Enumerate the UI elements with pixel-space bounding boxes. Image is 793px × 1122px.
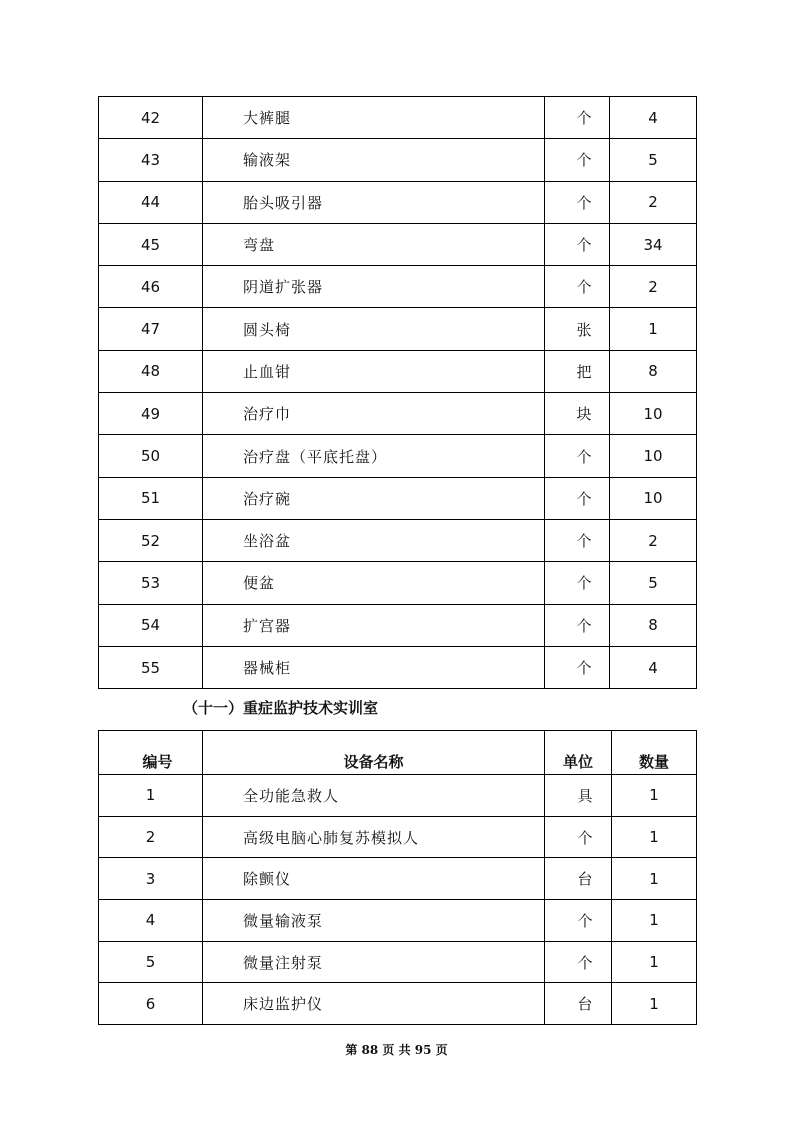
cell-name: 微量输液泵 (203, 900, 545, 942)
cell-no: 4 (99, 900, 203, 942)
icu-equipment-table (98, 730, 697, 1025)
cell-name: 坐浴盆 (203, 519, 545, 561)
cell-qty: 2 (610, 519, 697, 561)
cell-name: 治疗盘（平底托盘） (203, 435, 545, 477)
cell-no: 2 (99, 816, 203, 858)
page-footer: 第 88 页 共 95 页 (345, 1043, 448, 1057)
table-row (99, 266, 697, 308)
equipment-table-continued (98, 96, 697, 689)
cell-unit: 个 (545, 816, 612, 858)
table-row (99, 941, 697, 983)
cell-name: 大裤腿 (203, 97, 545, 139)
cell-name: 胎头吸引器 (203, 181, 545, 223)
cell-qty: 1 (612, 858, 697, 900)
table-row (99, 477, 697, 519)
cell-qty: 8 (610, 604, 697, 646)
table-row (99, 562, 697, 604)
cell-no: 47 (99, 308, 203, 350)
cell-name: 治疗碗 (203, 477, 545, 519)
cell-no: 5 (99, 941, 203, 983)
cell-unit: 个 (545, 562, 610, 604)
cell-qty: 10 (610, 435, 697, 477)
cell-no: 55 (99, 646, 203, 688)
cell-qty: 10 (610, 393, 697, 435)
cell-no: 53 (99, 562, 203, 604)
cell-no: 3 (99, 858, 203, 900)
cell-qty: 1 (612, 941, 697, 983)
cell-no: 52 (99, 519, 203, 561)
cell-unit: 个 (545, 941, 612, 983)
cell-qty: 1 (612, 900, 697, 942)
cell-qty: 2 (610, 266, 697, 308)
cell-unit: 个 (545, 181, 610, 223)
cell-qty: 5 (610, 139, 697, 181)
cell-qty: 5 (610, 562, 697, 604)
table-row (99, 604, 697, 646)
cell-name: 止血钳 (203, 350, 545, 392)
cell-no: 1 (99, 775, 203, 817)
cell-no: 45 (99, 223, 203, 265)
cell-unit: 张 (545, 308, 610, 350)
cell-name: 器械柜 (203, 646, 545, 688)
cell-no: 44 (99, 181, 203, 223)
cell-no: 6 (99, 983, 203, 1025)
cell-unit: 个 (545, 266, 610, 308)
table-row (99, 350, 697, 392)
table-row (99, 97, 697, 139)
table-row (99, 139, 697, 181)
table-row (99, 181, 697, 223)
table-row (99, 223, 697, 265)
header-qty: 数量 (612, 731, 697, 775)
cell-unit: 块 (545, 393, 610, 435)
cell-qty: 8 (610, 350, 697, 392)
cell-name: 圆头椅 (203, 308, 545, 350)
cell-qty: 4 (610, 646, 697, 688)
cell-name: 弯盘 (203, 223, 545, 265)
cell-qty: 1 (612, 775, 697, 817)
cell-unit: 个 (545, 477, 610, 519)
table-row (99, 900, 697, 942)
table-row (99, 393, 697, 435)
cell-unit: 个 (545, 97, 610, 139)
section-title: （十一）重症监护技术实训室 (183, 699, 379, 717)
cell-unit: 个 (545, 435, 610, 477)
cell-unit: 个 (545, 646, 610, 688)
cell-name: 微量注射泵 (203, 941, 545, 983)
cell-unit: 个 (545, 223, 610, 265)
cell-no: 54 (99, 604, 203, 646)
cell-no: 51 (99, 477, 203, 519)
cell-no: 48 (99, 350, 203, 392)
table-row (99, 816, 697, 858)
cell-unit: 个 (545, 604, 610, 646)
cell-no: 42 (99, 97, 203, 139)
cell-name: 治疗巾 (203, 393, 545, 435)
header-no: 编号 (99, 731, 203, 775)
table-row (99, 308, 697, 350)
header-name: 设备名称 (203, 731, 545, 775)
cell-qty: 2 (610, 181, 697, 223)
cell-name: 输液架 (203, 139, 545, 181)
cell-unit: 个 (545, 519, 610, 561)
cell-unit: 台 (545, 858, 612, 900)
cell-name: 全功能急救人 (203, 775, 545, 817)
table-header-row (99, 731, 697, 775)
cell-no: 50 (99, 435, 203, 477)
header-unit: 单位 (545, 731, 612, 775)
table-row (99, 519, 697, 561)
table-row (99, 858, 697, 900)
cell-unit: 具 (545, 775, 612, 817)
cell-name: 扩宫器 (203, 604, 545, 646)
cell-unit: 把 (545, 350, 610, 392)
cell-name: 阴道扩张器 (203, 266, 545, 308)
table-row (99, 435, 697, 477)
cell-qty: 1 (612, 983, 697, 1025)
cell-unit: 个 (545, 139, 610, 181)
cell-qty: 10 (610, 477, 697, 519)
cell-no: 46 (99, 266, 203, 308)
cell-name: 除颤仪 (203, 858, 545, 900)
table-row (99, 646, 697, 688)
cell-qty: 1 (610, 308, 697, 350)
cell-no: 43 (99, 139, 203, 181)
table-row (99, 983, 697, 1025)
cell-name: 便盆 (203, 562, 545, 604)
cell-name: 床边监护仪 (203, 983, 545, 1025)
cell-qty: 1 (612, 816, 697, 858)
table-row (99, 775, 697, 817)
cell-unit: 个 (545, 900, 612, 942)
cell-no: 49 (99, 393, 203, 435)
cell-unit: 台 (545, 983, 612, 1025)
cell-name: 高级电脑心肺复苏模拟人 (203, 816, 545, 858)
cell-qty: 4 (610, 97, 697, 139)
cell-qty: 34 (610, 223, 697, 265)
